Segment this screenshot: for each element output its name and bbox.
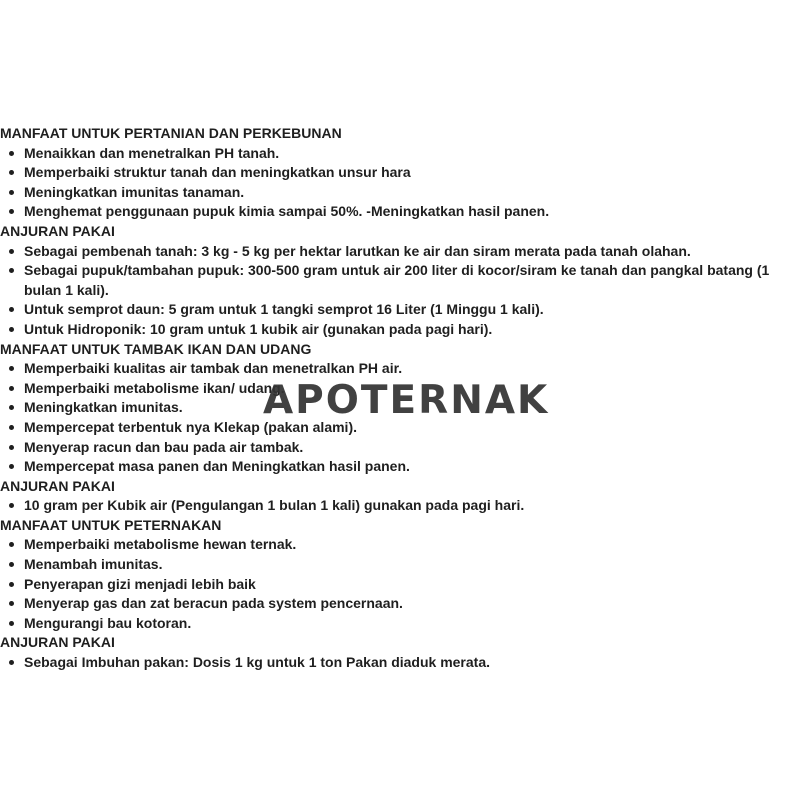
- section-pertanian: [0, 124, 796, 222]
- section-anjuran-pertanian: [0, 222, 796, 340]
- list-item: Mempercepat terbentuk nya Klekap (pakan alami).: [24, 418, 796, 438]
- list-item: 10 gram per Kubik air (Pengulangan 1 bulan 1 kali) gunakan pada pagi hari.: [24, 496, 796, 516]
- bullet-list: [0, 535, 796, 633]
- section-heading: ANJURAN PAKAI: [0, 477, 115, 494]
- list-item: Menyerap racun dan bau pada air tambak.: [24, 438, 796, 458]
- bullet-list: [0, 242, 796, 340]
- list-item: Meningkatkan imunitas tanaman.: [24, 183, 796, 203]
- bullet-list: [0, 496, 796, 516]
- list-item: Untuk semprot daun: 5 gram untuk 1 tangki semprot 16 Liter (1 Minggu 1 kali).: [24, 300, 796, 320]
- list-item: Menambah imunitas.: [24, 555, 796, 575]
- section-heading: ANJURAN PAKAI: [0, 634, 115, 651]
- list-item: Menyerap gas dan zat beracun pada system pencernaan.: [24, 594, 796, 614]
- section-heading: MANFAAT UNTUK PERTANIAN DAN PERKEBUNAN: [0, 125, 342, 141]
- list-item: Sebagai pembenah tanah: 3 kg - 5 kg per hektar larutkan ke air dan siram merata pada tanah olahan.: [24, 242, 796, 262]
- list-item: Meningkatkan imunitas.: [24, 398, 796, 418]
- list-item: Sebagai pupuk/tambahan pupuk: 300-500 gram untuk air 200 liter di kocor/siram ke tanah dan pangkal batang (1 bulan 1 kali).: [24, 261, 796, 300]
- section-heading: MANFAAT UNTUK PETERNAKAN: [0, 516, 222, 533]
- list-item: Memperbaiki metabolisme ikan/ udang.: [24, 379, 796, 399]
- list-item: Untuk Hidroponik: 10 gram untuk 1 kubik air (gunakan pada pagi hari).: [24, 320, 796, 340]
- list-item: Mempercepat masa panen dan Meningkatkan hasil panen.: [24, 457, 796, 477]
- list-item: Sebagai Imbuhan pakan: Dosis 1 kg untuk 1 ton Pakan diaduk merata.: [24, 653, 796, 673]
- bullet-list: [0, 653, 796, 673]
- brand-watermark: APOTERNAK: [263, 378, 550, 423]
- list-item: Memperbaiki kualitas air tambak dan menetralkan PH air.: [24, 359, 796, 379]
- list-item: Memperbaiki struktur tanah dan meningkatkan unsur hara: [24, 163, 796, 183]
- section-peternakan: [0, 516, 796, 634]
- list-item: Menghemat penggunaan pupuk kimia sampai 50%. -Meningkatkan hasil panen.: [24, 202, 796, 222]
- list-item: Memperbaiki metabolisme hewan ternak.: [24, 535, 796, 555]
- list-item: Menaikkan dan menetralkan PH tanah.: [24, 144, 796, 164]
- bullet-list: [0, 144, 796, 222]
- section-anjuran-tambak: [0, 477, 796, 516]
- list-item: Mengurangi bau kotoran.: [24, 614, 796, 634]
- section-heading: MANFAAT UNTUK TAMBAK IKAN DAN UDANG: [0, 340, 312, 357]
- section-anjuran-peternakan: [0, 633, 796, 672]
- section-heading: ANJURAN PAKAI: [0, 222, 115, 239]
- list-item: Penyerapan gizi menjadi lebih baik: [24, 575, 796, 595]
